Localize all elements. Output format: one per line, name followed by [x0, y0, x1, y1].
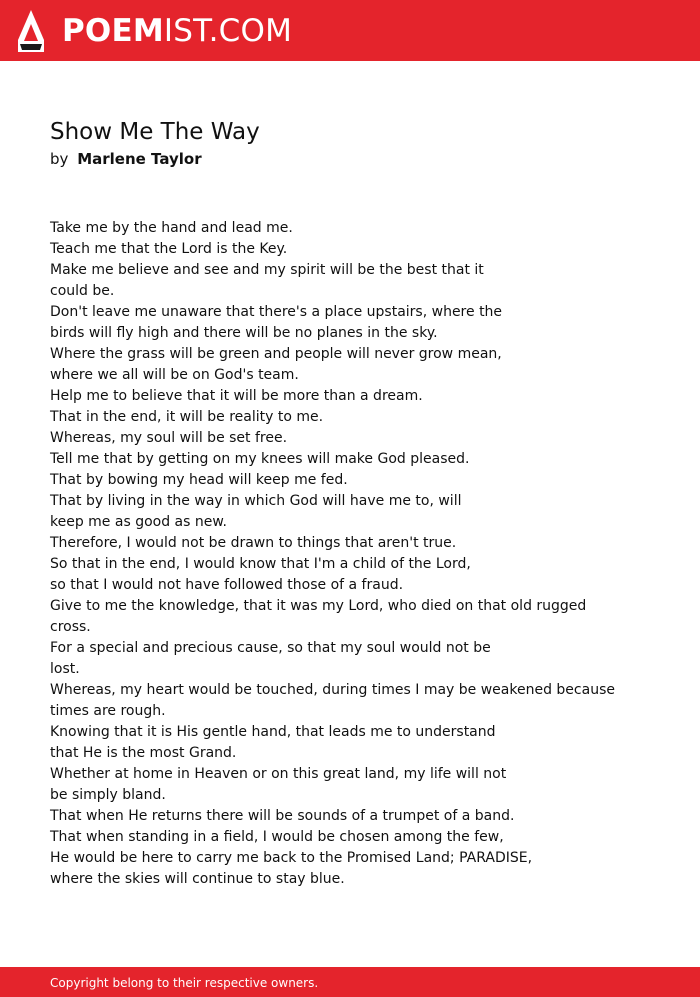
poem-line: where the skies will continue to stay blue.: [50, 871, 345, 887]
poem-line: keep me as good as new.: [50, 514, 227, 530]
poem-line: That by bowing my head will keep me fed.: [50, 472, 348, 488]
poem-line: That when standing in a field, I would be chosen among the few,: [50, 829, 504, 845]
copyright-text: Copyright belong to their respective owners.: [50, 976, 319, 990]
poem-line: That by living in the way in which God will have me to, will: [50, 493, 462, 509]
poem-line: Tell me that by getting on my knees will make God pleased.: [50, 451, 470, 467]
poem-line: be simply bland.: [50, 787, 166, 803]
poem-line: Whether at home in Heaven or on this great land, my life will not: [50, 766, 507, 782]
poem-line: Make me believe and see and my spirit will be the best that it: [50, 262, 484, 278]
poem-line: that He is the most Grand.: [50, 745, 237, 761]
poem-line: Knowing that it is His gentle hand, that leads me to understand: [50, 724, 496, 740]
poem-line: He would be here to carry me back to the Promised Land; PARADISE,: [50, 850, 533, 866]
poem-line: cross.: [50, 619, 91, 635]
poem-line: Whereas, my soul will be set free.: [50, 430, 288, 446]
poem-line: times are rough.: [50, 703, 166, 719]
poem-body: [50, 218, 670, 890]
poem-line: Whereas, my heart would be touched, during times I may be weakened because: [50, 682, 615, 698]
site-header: [0, 0, 700, 61]
poem-line: That in the end, it will be reality to me.: [50, 409, 324, 425]
poem-line: So that in the end, I would know that I'm a child of the Lord,: [50, 556, 471, 572]
poem-line: Help me to believe that it will be more than a dream.: [50, 388, 423, 404]
poem-line: so that I would not have followed those of a fraud.: [50, 577, 404, 593]
poem-line: Where the grass will be green and people will never grow mean,: [50, 346, 502, 362]
poem-line: Therefore, I would not be drawn to things that aren't true.: [50, 535, 457, 551]
poem-line: Take me by the hand and lead me.: [50, 220, 293, 236]
poem-line: where we all will be on God's team.: [50, 367, 299, 383]
poem-line: Teach me that the Lord is the Key.: [50, 241, 288, 257]
byline: [50, 149, 202, 169]
poem-line: For a special and precious cause, so that my soul would not be: [50, 640, 491, 656]
poem-line: That when He returns there will be sounds of a trumpet of a band.: [50, 808, 515, 824]
site-footer: [0, 967, 700, 997]
poem-line: Don't leave me unaware that there's a place upstairs, where the: [50, 304, 503, 320]
brand-light-text: IST.COM: [163, 13, 293, 49]
site-logo-text[interactable]: [62, 12, 292, 50]
poem-line: lost.: [50, 661, 80, 677]
poem-title: Show Me The Way: [50, 119, 260, 145]
poem-line: could be.: [50, 283, 115, 299]
author-name: Marlene Taylor: [77, 150, 202, 168]
by-label: by: [50, 150, 69, 168]
brand-bold-text: POEM: [62, 13, 164, 49]
poem-line: birds will fly high and there will be no planes in the sky.: [50, 325, 438, 341]
pencil-tip-icon: [18, 10, 44, 52]
poem-line: Give to me the knowledge, that it was my Lord, who died on that old rugged: [50, 598, 587, 614]
